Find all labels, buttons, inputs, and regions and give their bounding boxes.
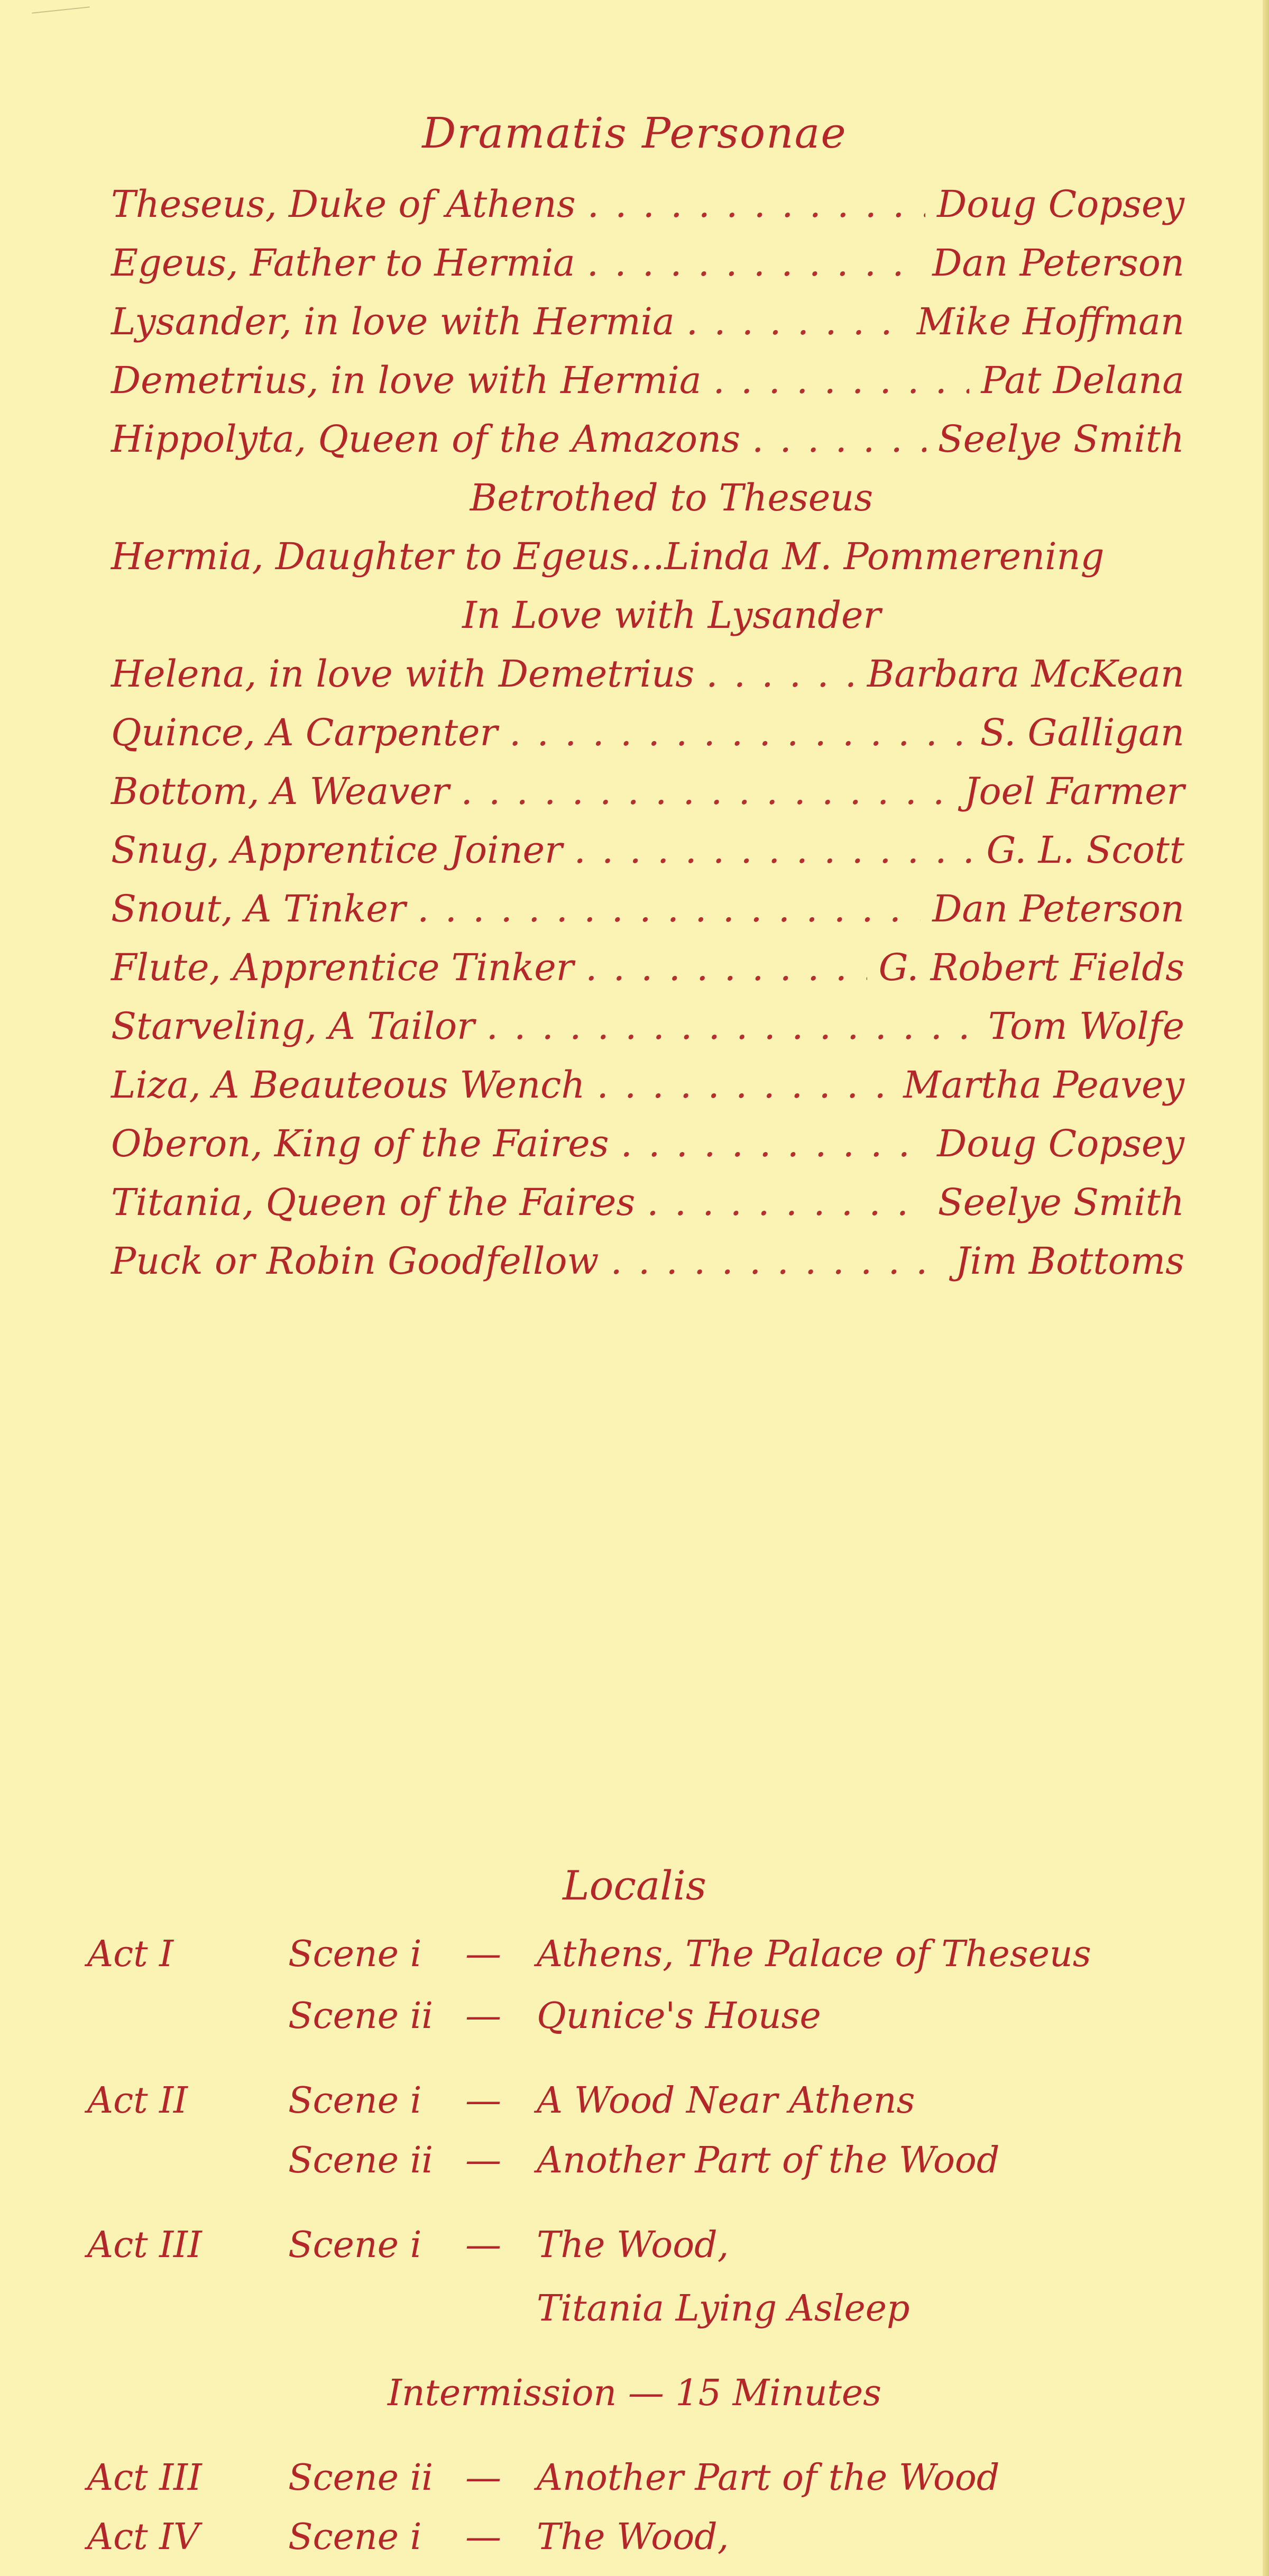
actor: Pat Delana — [981, 359, 1184, 402]
leader-dots — [587, 241, 921, 285]
leader-dots — [587, 182, 926, 226]
role: Bottom, A Weaver — [111, 770, 449, 813]
role: Puck or Robin Goodfellow — [111, 1239, 599, 1283]
cast-row-lysander — [111, 300, 1184, 359]
cast-row-hermia — [111, 535, 1184, 593]
leader-dots — [686, 300, 905, 343]
scene-row — [0, 2288, 1269, 2346]
actor: Martha Peavey — [903, 1063, 1184, 1107]
actor: Seelye Smith — [937, 417, 1184, 461]
scene-place: Athens, The Palace of Theseus — [537, 1933, 1091, 1975]
role: Snug, Apprentice Joiner — [111, 828, 563, 872]
scene-row — [0, 2224, 1269, 2282]
actor: Seelye Smith — [937, 1181, 1184, 1224]
act-label: Act III — [87, 2457, 202, 2499]
leader-dots — [706, 652, 856, 696]
role: Oberon, King of the Faires — [111, 1122, 609, 1165]
actor: Linda M. Pommerening — [664, 535, 1105, 578]
cast-row-titania — [111, 1181, 1184, 1239]
leader-dots — [621, 1122, 926, 1165]
role: Titania, Queen of the Faires — [111, 1181, 636, 1224]
act-label: Act IV — [87, 2516, 200, 2558]
cast-row-helena — [111, 652, 1184, 711]
leader-dots — [647, 1181, 926, 1224]
role: Snout, A Tinker — [111, 887, 406, 930]
act-label: Act II — [87, 2080, 188, 2122]
actor: G. Robert Fields — [878, 946, 1184, 989]
actor: Mike Hoffman — [916, 300, 1184, 343]
scene-place: Another Part of the Wood — [537, 2457, 1000, 2499]
cast-list — [111, 182, 1184, 1298]
cast-row-egeus — [111, 241, 1184, 300]
role: Starveling, A Tailor — [111, 1004, 475, 1048]
leader-dots — [610, 1239, 943, 1283]
dash: — — [465, 2516, 501, 2558]
cast-row-quince — [111, 711, 1184, 770]
dash: — — [465, 2080, 501, 2122]
scene-label: Scene i — [288, 1933, 422, 1975]
actor: Jim Bottoms — [955, 1239, 1184, 1283]
leader-dots — [486, 1004, 977, 1048]
role: Hippolyta, Queen of the Amazons — [111, 417, 741, 461]
actor: Joel Farmer — [964, 770, 1184, 813]
leader-dots — [752, 417, 926, 461]
actor: G. L. Scott — [986, 828, 1184, 872]
scene-label: Scene ii — [288, 2457, 434, 2499]
leader-dots — [713, 359, 970, 402]
scene-label: Scene ii — [288, 2140, 434, 2181]
scene-label: Scene ii — [288, 1995, 434, 2037]
role: Demetrius, in love with Hermia — [111, 359, 702, 402]
scene-row — [0, 2516, 1269, 2574]
scene-place: Titania Lying Asleep — [537, 2288, 910, 2330]
corner-pencil-mark — [32, 6, 90, 13]
cast-row-snug — [111, 828, 1184, 887]
dash: — — [465, 1933, 501, 1975]
scene-row — [0, 2140, 1269, 2198]
cast-row-starveling — [111, 1004, 1184, 1063]
scene-label: Scene i — [288, 2516, 422, 2558]
cast-row-demetrius — [111, 359, 1184, 417]
scene-place: The Wood, — [537, 2516, 729, 2558]
actor: Barbara McKean — [867, 652, 1184, 696]
scene-place: The Wood, — [537, 2224, 729, 2266]
scene-place: A Wood Near Athens — [537, 2080, 915, 2122]
act-label: Act I — [87, 1933, 173, 1975]
scene-label: Scene i — [288, 2080, 422, 2122]
scene-row — [0, 1933, 1269, 1992]
role: Quince, A Carpenter — [111, 711, 498, 754]
role: Hermia, Daughter to Egeus... — [111, 535, 665, 578]
cast-row-puck — [111, 1239, 1184, 1298]
cast-row-snout — [111, 887, 1184, 946]
cast-note-hermia: In Love with Lysander — [462, 593, 881, 637]
actor: Doug Copsey — [937, 1122, 1184, 1165]
scene-row — [0, 2457, 1269, 2515]
cast-note-hippolyta: Betrothed to Theseus — [470, 476, 873, 519]
dash: — — [465, 1995, 501, 2037]
locale-title: Localis — [563, 1862, 706, 1909]
dash: — — [465, 2457, 501, 2499]
cast-row-liza — [111, 1063, 1184, 1122]
role: Egeus, Father to Hermia — [111, 241, 575, 285]
actor: S. Galligan — [980, 711, 1184, 754]
scene-place: Qunice's House — [537, 1995, 821, 2037]
actor: Doug Copsey — [937, 182, 1184, 226]
dash: — — [465, 2224, 501, 2266]
scene-place: Another Part of the Wood — [537, 2140, 1000, 2181]
role: Lysander, in love with Hermia — [111, 300, 675, 343]
scene-row — [0, 2080, 1269, 2138]
actor: Dan Peterson — [932, 887, 1184, 930]
role: Liza, A Beauteous Wench — [111, 1063, 585, 1107]
act-label: Act III — [87, 2224, 202, 2266]
actor: Dan Peterson — [932, 241, 1184, 285]
role: Flute, Apprentice Tinker — [111, 946, 574, 989]
leader-dots — [509, 711, 969, 754]
cast-row-theseus — [111, 182, 1184, 241]
leader-dots — [461, 770, 953, 813]
leader-dots — [585, 946, 867, 989]
page-title: Dramatis Personae — [422, 108, 847, 158]
cast-row-bottom — [111, 770, 1184, 828]
leader-dots — [596, 1063, 891, 1107]
intermission-note: Intermission — 15 Minutes — [387, 2372, 882, 2414]
scene-row — [0, 1995, 1269, 2053]
actor: Tom Wolfe — [988, 1004, 1184, 1048]
scene-label: Scene i — [288, 2224, 422, 2266]
role: Helena, in love with Demetrius — [111, 652, 695, 696]
cast-row-flute — [111, 946, 1184, 1004]
dash: — — [465, 2140, 501, 2181]
leader-dots — [574, 828, 975, 872]
cast-row-oberon — [111, 1122, 1184, 1181]
role: Theseus, Duke of Athens — [111, 182, 576, 226]
cast-row-hippolyta — [111, 417, 1184, 476]
leader-dots — [417, 887, 921, 930]
